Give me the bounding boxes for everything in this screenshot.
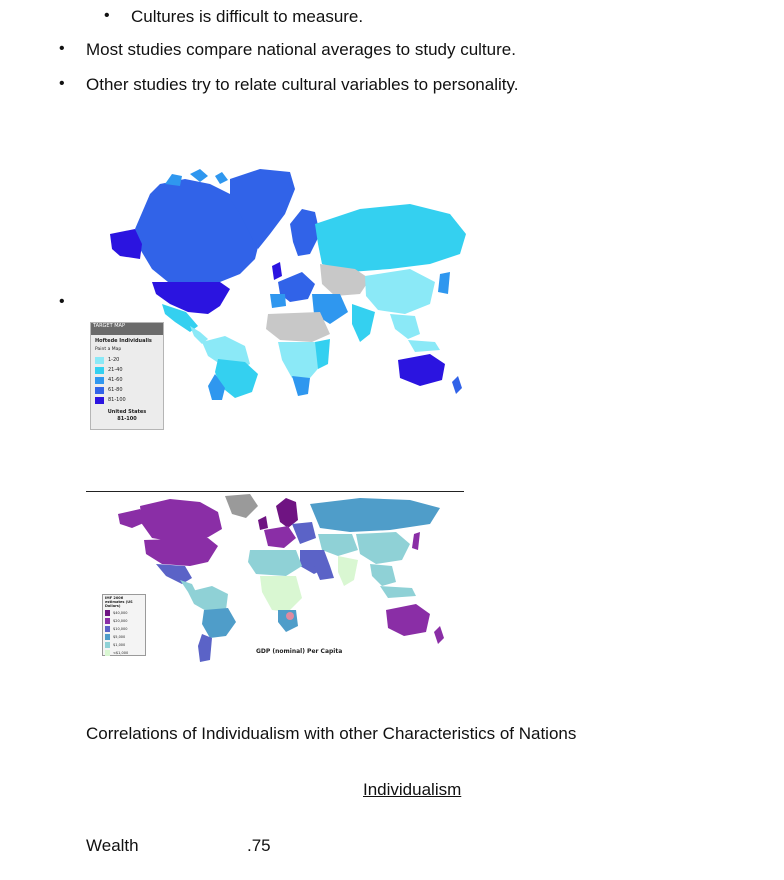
bullet-text-personality: Other studies try to relate cultural variables to personality. [86,75,519,94]
individualism-map-legend [90,322,164,430]
legend-selected-country: United States [107,409,147,415]
legend-swatch [105,650,110,656]
legend-swatch [105,642,110,648]
legend-label: 21-40 [108,366,123,373]
map-region-scandinavia [290,209,320,256]
legend-swatch [105,626,110,632]
map-region-usa [144,538,218,566]
map-region-uk [258,516,268,530]
bullet-glyph: • [59,75,65,92]
gdp-map-caption: GDP (nominal) Per Capita [256,648,343,655]
bullet-glyph: • [59,293,65,310]
legend-row [103,625,145,633]
map-region-india [338,556,358,586]
map-region-new-zealand [452,376,462,394]
map-region-arabian-peninsula [314,566,334,580]
legend-swatch [95,397,104,404]
legend-label: 61-80 [108,386,123,393]
map-region-indonesia [408,340,440,352]
map-region-central-america [180,580,196,592]
legend-row [103,641,145,649]
legend-row [103,649,145,657]
legend-title: IMF 2006 estimates (US Dollars) [105,596,133,608]
map-region-russia [315,204,466,272]
map-region-new-zealand [434,626,444,644]
map-region-india [352,304,375,342]
bullet-text-averages: Most studies compare national averages to study culture. [86,40,516,59]
legend-label: 41-60 [108,376,123,383]
legend-label: $20,000 [113,619,128,623]
map-region-mexico [156,564,192,584]
legend-swatch [95,357,104,364]
map-region-southern-cone [198,634,212,662]
legend-subtitle: Paint a Map [95,347,122,352]
map-region-southeast-asia [390,314,420,339]
legend-label: $1,000 [113,643,126,647]
legend-row [91,375,163,385]
legend-row [103,609,145,617]
map-region-uk [272,262,282,280]
map-region-japan [412,532,420,550]
correlations-heading: Correlations of Individualism with other Characteristics of Nations [86,724,577,743]
legend-label: <$1,000 [113,651,129,655]
legend-row [91,385,163,395]
row-label-wealth: Wealth [86,836,139,855]
legend-row [103,617,145,625]
legend-swatch [95,387,104,394]
map-region-iberia [270,294,286,308]
legend-selected-value: 81-100 [117,416,137,422]
map-region-scandinavia [276,498,298,528]
map-region-southern-africa [292,376,310,396]
legend-header: TARGET MAP [91,323,163,335]
legend-swatch [105,618,110,624]
legend-row [91,365,163,375]
map-region-japan [438,272,450,294]
legend-label: $40,000 [113,611,128,615]
legend-label: 1-20 [108,356,120,363]
map-region-greenland [225,494,258,518]
map-region-western-europe [264,526,296,548]
map-region-china [365,269,435,314]
legend-swatch [95,377,104,384]
map-region-north-africa [248,550,302,576]
gdp-map-legend [102,594,146,656]
map-region-central-africa [278,342,322,378]
row-value-wealth: .75 [247,836,271,855]
map-region-australia [398,354,445,386]
legend-title: Hoftede Individualis [95,338,152,344]
bullet-text-measure: Cultures is difficult to measure. [131,7,364,26]
divider-line [86,491,464,492]
map-region-brazil [202,608,236,638]
legend-swatch [105,610,110,616]
map-region-china [356,532,410,564]
sub-bullet-glyph: • [104,7,110,24]
legend-label: 81-100 [108,396,126,403]
map-region-canada [140,499,222,542]
legend-label: $10,000 [113,627,128,631]
map-region-australia [386,604,430,636]
legend-swatch [95,367,104,374]
column-header-individualism: Individualism [363,780,462,799]
legend-label: $5,000 [113,635,126,639]
legend-row [91,395,163,405]
map-region-north-africa [266,312,330,342]
bullet-glyph: • [59,40,65,57]
legend-swatch [105,634,110,640]
map-region-eastern-europe [292,522,316,544]
map-region-russia [310,498,440,532]
map-region-highlight [286,612,294,620]
map-region-southeast-asia [370,564,396,586]
legend-row [103,633,145,641]
map-region-central-africa [260,576,302,612]
legend-row [91,355,163,365]
gdp-world-map [100,494,470,664]
map-region-indonesia [380,586,416,598]
